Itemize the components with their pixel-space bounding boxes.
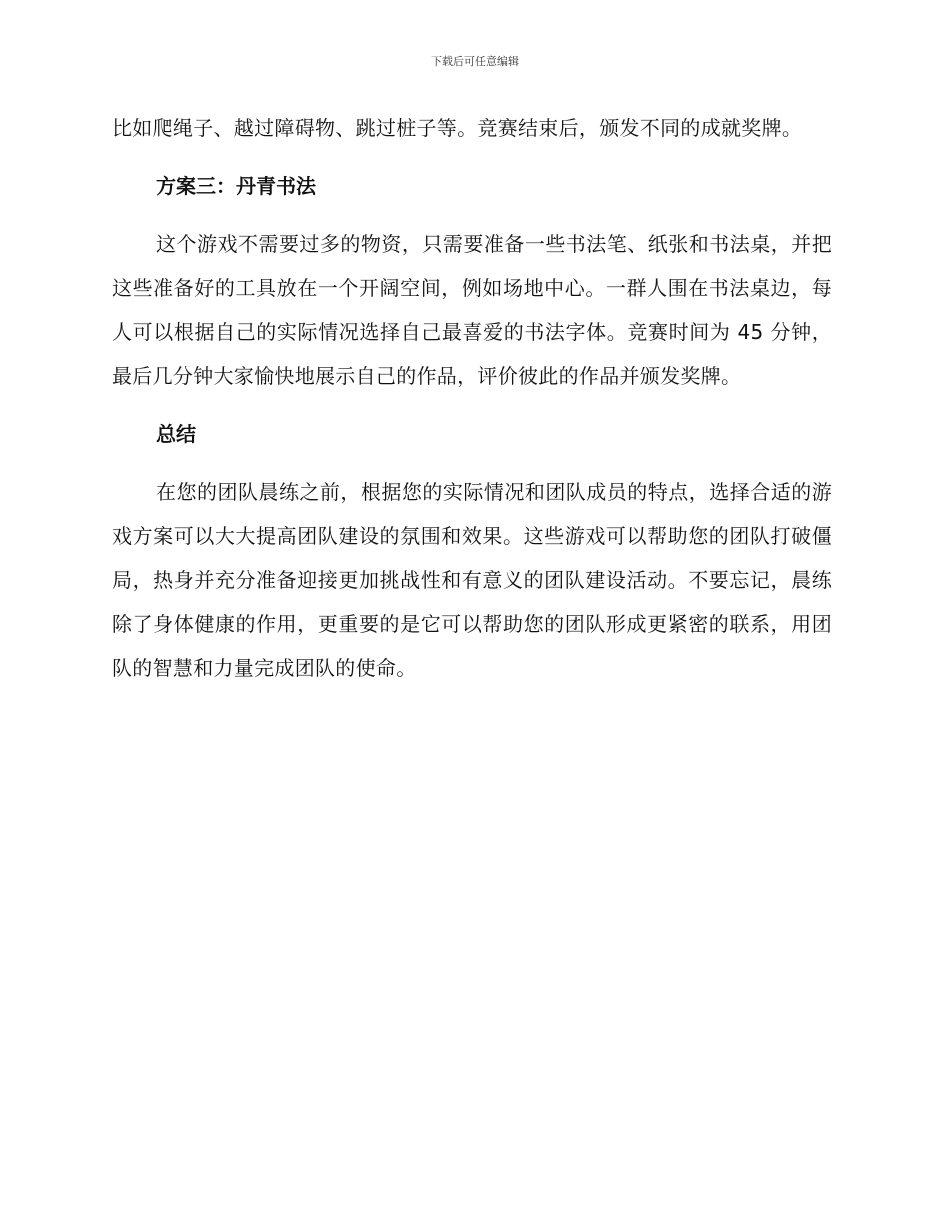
spacer (112, 456, 832, 470)
summary-heading: 总结 (156, 422, 196, 446)
spacer (112, 398, 832, 412)
page-header: 下载后可任意编辑 (431, 55, 519, 68)
continuation-paragraph: 比如爬绳子、越过障碍物、跳过桩子等。竞赛结束后，颁发不同的成就奖牌。 (112, 116, 803, 140)
spacer (112, 208, 832, 222)
summary-paragraph: 在您的团队晨练之前，根据您的实际情况和团队成员的特点，选择合适的游戏方案可以大大提高团队建设的氛围和效果。这些游戏可以帮助您的团队打破僵局，热身并充分准备迎接更加挑战性和有意义的团队建设活动。不要忘记，晨练除了身体健康的作用，更重要的是它可以帮助您的团队形成更紧密的联系，用团队的智慧和力量完成团队的使命。 (112, 480, 832, 680)
spacer (112, 150, 832, 164)
document-body (112, 106, 832, 690)
section3-heading: 方案三：丹青书法 (156, 174, 316, 198)
section3-paragraph: 这个游戏不需要过多的物资，只需要准备一些书法笔、纸张和书法桌，并把这些准备好的工具放在一个开阔空间，例如场地中心。一群人围在书法桌边，每人可以根据自己的实际情况选择自己最喜爱的书法字体。竞赛时间为 45 分钟，最后几分钟大家愉快地展示自己的作品，评价彼此的作品并颁发奖牌。 (112, 232, 832, 388)
